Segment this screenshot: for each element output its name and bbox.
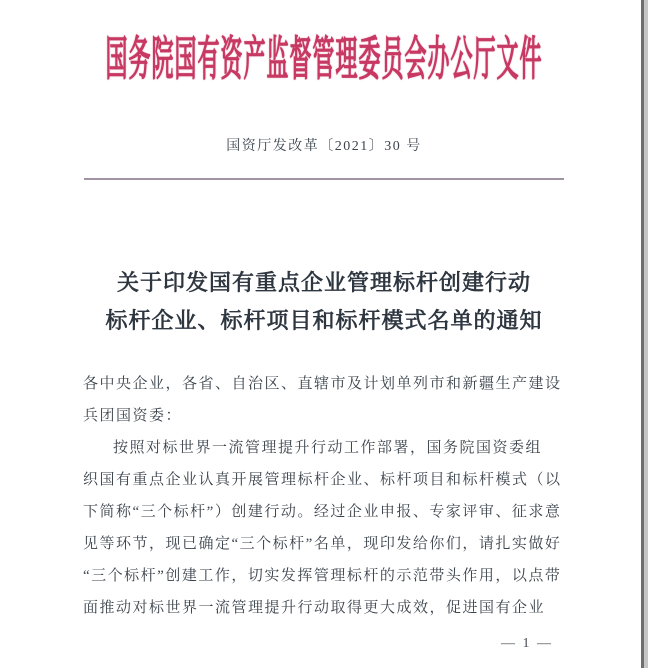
document-title-line-2: 标杆企业、标杆项目和标杆模式名单的通知: [105, 308, 543, 333]
paragraph-line: 织国有重点企业认真开展管理标杆企业、标杆项目和标杆模式（以: [83, 472, 562, 488]
document-reference-number: 国资厅发改革〔2021〕30 号: [226, 139, 422, 154]
paragraph-line: “三个标杆”创建工作，切实发挥管理标杆的示范带头作用，以点带: [83, 568, 562, 584]
letterhead-org-title: 国务院国有资产监督管理委员会办公厅文件: [105, 31, 543, 86]
letterhead: [0, 20, 648, 92]
letterhead-divider-line: [84, 178, 564, 180]
page-edge-shadow-light: [644, 0, 648, 668]
document-body: [83, 368, 565, 624]
salutation-line: 兵团国资委：: [83, 408, 183, 424]
document-title-line-1: 关于印发国有重点企业管理标杆创建行动: [116, 270, 531, 295]
paragraph-line: 见等环节，现已确定“三个标杆”名单，现印发给你们，请扎实做好: [83, 536, 562, 552]
paragraph-line: 下简称“三个标杆”）创建行动。经过企业申报、专家评审、征求意: [83, 504, 562, 520]
salutation-line: 各中央企业，各省、自治区、直辖市及计划单列市和新疆生产建设: [83, 376, 562, 392]
document-title: [0, 264, 648, 340]
paragraph-line: 面推动对标世界一流管理提升行动取得更大成效，促进国有企业: [83, 600, 546, 616]
page-number: — 1 —: [501, 636, 553, 651]
paragraph-line: 按照对标世界一流管理提升行动工作部署，国务院国资委组: [113, 440, 543, 456]
